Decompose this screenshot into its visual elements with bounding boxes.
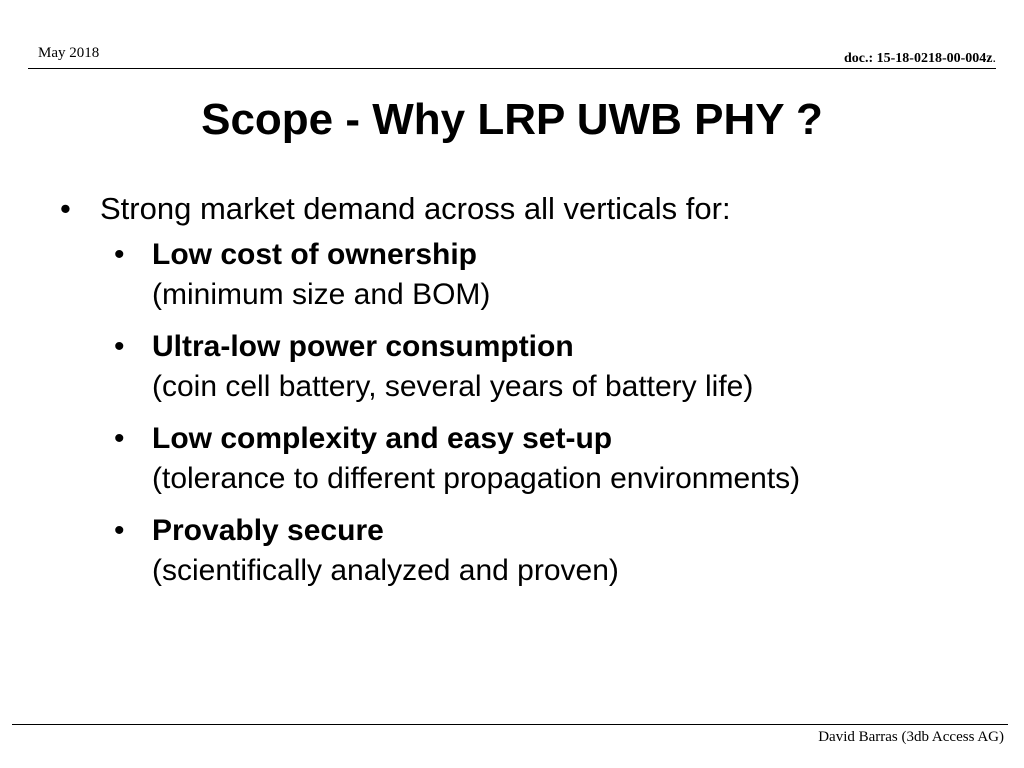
footer-divider	[12, 724, 1008, 725]
slide-title: Scope - Why LRP UWB PHY ?	[201, 95, 823, 144]
item-detail: (scientifically analyzed and proven)	[152, 554, 619, 587]
header-date: May 2018	[38, 45, 100, 61]
bullet-icon: •	[114, 330, 125, 363]
item-detail: (coin cell battery, several years of battery life)	[152, 370, 754, 403]
bullet-icon: •	[114, 422, 125, 455]
item-heading: Low complexity and easy set-up	[152, 422, 613, 455]
item-heading: Low cost of ownership	[152, 238, 478, 271]
bullet-icon: •	[60, 191, 71, 226]
item-heading: Ultra-low power consumption	[152, 330, 574, 363]
item-heading: Provably secure	[152, 514, 384, 547]
item-detail: (minimum size and BOM)	[152, 278, 491, 311]
footer-author: David Barras (3db Access AG)	[818, 729, 1004, 745]
header-divider	[28, 68, 996, 69]
bullet-icon: •	[114, 238, 125, 271]
slide-body	[60, 189, 1000, 603]
intro-bullet	[60, 189, 1000, 229]
document-id-text: doc.: 15-18-0218-00-004z	[843, 51, 993, 66]
requirement-list	[60, 235, 1000, 591]
document-id-period: .	[992, 51, 996, 66]
document-id	[844, 51, 996, 67]
list-item	[60, 327, 1000, 407]
list-item	[60, 419, 1000, 499]
bullet-icon: •	[114, 514, 125, 547]
intro-text: Strong market demand across all verticals for:	[100, 191, 731, 226]
list-item	[60, 511, 1000, 591]
list-item	[60, 235, 1000, 315]
item-detail: (tolerance to different propagation environments)	[152, 462, 801, 495]
